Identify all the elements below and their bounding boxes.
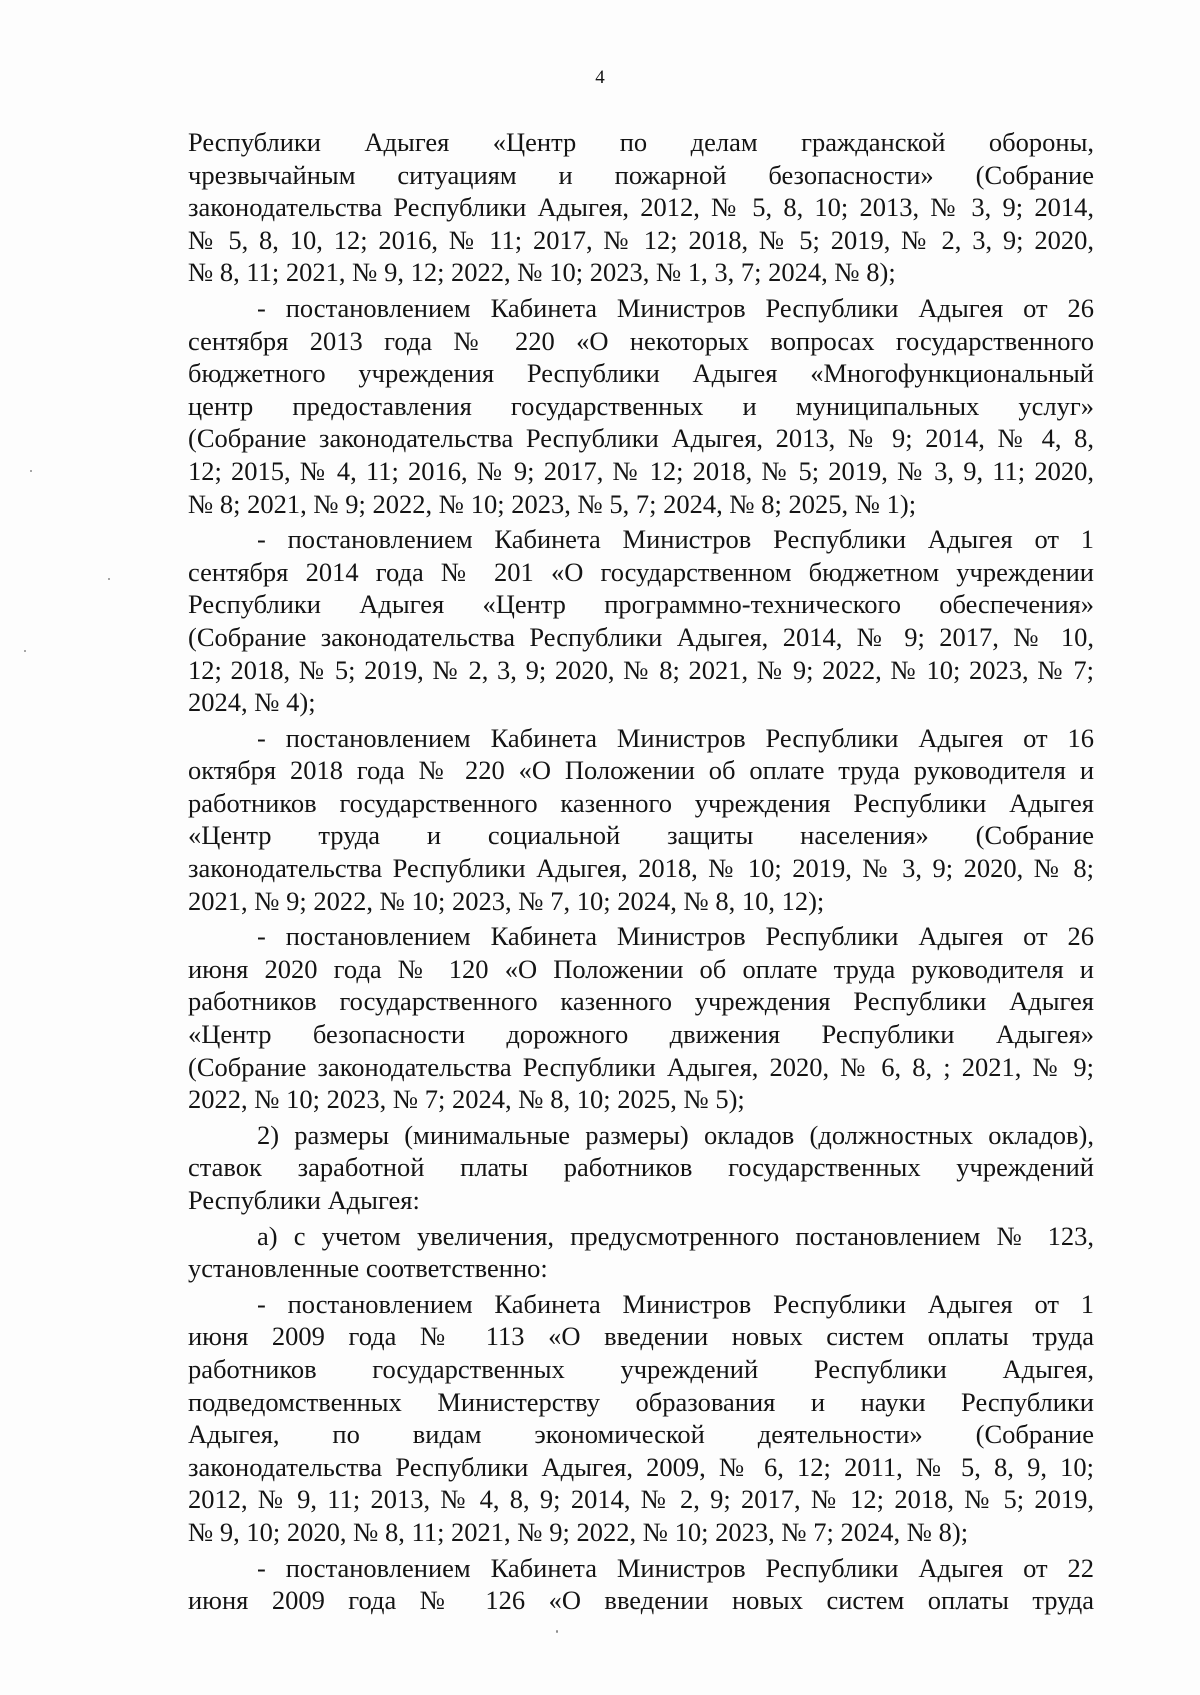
text-line: 12; 2015, № 4, 11; 2016, № 9; 2017, № 12; 2018, № 5; 2019, № 3, 9, 11; 2020, (188, 455, 1094, 486)
document-body (188, 126, 1094, 1617)
text-line: № 5, 8, 10, 12; 2016, № 11; 2017, № 12; 2018, № 5; 2019, № 2, 3, 9; 2020, (188, 224, 1094, 255)
text-line: «Центр труда и социальной защиты населения» (Собрание (188, 820, 1094, 851)
text-line: - постановлением Кабинета Министров Республики Адыгея от 26 (257, 921, 1094, 952)
text-line: - постановлением Кабинета Министров Республики Адыгея от 26 (257, 292, 1094, 323)
scan-speck (108, 578, 110, 580)
text-line: ставок заработной платы работников государственных учреждений (188, 1152, 1094, 1183)
text-line: 2012, № 9, 11; 2013, № 4, 8, 9; 2014, № 2, 9; 2017, № 12; 2018, № 5; 2019, (188, 1484, 1094, 1515)
scan-speck (24, 650, 26, 652)
text-line: октября 2018 года № 220 «О Положении об оплате труда руководителя и (188, 755, 1094, 786)
text-line: установленные соответственно: (188, 1253, 548, 1284)
text-line: июня 2020 года № 120 «О Положении об оплате труда руководителя и (188, 953, 1094, 984)
paragraph (188, 126, 1094, 289)
text-line: бюджетного учреждения Республики Адыгея «Многофункциональный (188, 358, 1094, 389)
text-line: 2021, № 9; 2022, № 10; 2023, № 7, 10; 2024, № 8, 10, 12); (188, 885, 825, 916)
text-line: 2) размеры (минимальные размеры) окладов (должностных окладов), (257, 1119, 1094, 1150)
scan-speck (30, 470, 32, 472)
text-line: Республики Адыгея: (188, 1185, 420, 1215)
text-line: № 9, 10; 2020, № 8, 11; 2021, № 9; 2022, № 10; 2023, № 7; 2024, № 8); (188, 1516, 969, 1547)
text-line: 12; 2018, № 5; 2019, № 2, 3, 9; 2020, № 8; 2021, № 9; 2022, № 10; 2023, № 7; (188, 654, 1094, 685)
text-line: - постановлением Кабинета Министров Республики Адыгея от 22 (257, 1552, 1094, 1583)
text-line: (Собрание законодательства Республики Адыгея, 2013, № 9; 2014, № 4, 8, (188, 423, 1094, 454)
paragraph (188, 1288, 1094, 1549)
paragraph (188, 292, 1094, 520)
text-line: № 8, 11; 2021, № 9, 12; 2022, № 10; 2023, № 1, 3, 7; 2024, № 8); (188, 257, 896, 288)
text-line: законодательства Республики Адыгея, 2012, № 5, 8, 10; 2013, № 3, 9; 2014, (188, 192, 1094, 223)
text-line: - постановлением Кабинета Министров Республики Адыгея от 16 (257, 722, 1094, 753)
text-line: июня 2009 года № 113 «О введении новых систем оплаты труда (188, 1321, 1094, 1352)
paragraph (188, 1220, 1094, 1285)
text-line: Республики Адыгея «Центр программно-технического обеспечения» (188, 589, 1094, 620)
text-line: (Собрание законодательства Республики Адыгея, 2020, № 6, 8, ; 2021, № 9; (188, 1051, 1094, 1082)
text-line: сентября 2013 года № 220 «О некоторых вопросах государственного (188, 325, 1094, 356)
text-line: работников государственного казенного учреждения Республики Адыгея (188, 787, 1094, 818)
text-line: законодательства Республики Адыгея, 2009, № 6, 12; 2011, № 5, 8, 9, 10; (188, 1451, 1094, 1482)
page-number: 4 (595, 67, 605, 88)
text-line: чрезвычайным ситуациям и пожарной безопасности» (Собрание (188, 159, 1094, 190)
text-line: Адыгея, по видам экономической деятельности» (Собрание (188, 1419, 1094, 1450)
text-line: законодательства Республики Адыгея, 2018, № 10; 2019, № 3, 9; 2020, № 8; (188, 853, 1094, 884)
text-line: - постановлением Кабинета Министров Республики Адыгея от 1 (257, 524, 1094, 555)
paragraph (188, 722, 1094, 918)
text-line: центр предоставления государственных и муниципальных услуг» (188, 390, 1094, 421)
paragraph (188, 1552, 1094, 1617)
text-line: сентября 2014 года № 201 «О государственном бюджетном учреждении (188, 556, 1094, 587)
text-line: «Центр безопасности дорожного движения Республики Адыгея» (188, 1019, 1094, 1050)
paragraph (188, 1119, 1094, 1217)
paragraph (188, 920, 1094, 1116)
text-line: - постановлением Кабинета Министров Республики Адыгея от 1 (257, 1288, 1094, 1319)
text-line: № 8; 2021, № 9; 2022, № 10; 2023, № 5, 7; 2024, № 8; 2025, № 1); (188, 488, 917, 519)
text-line: 2024, № 4); (188, 687, 316, 718)
paragraph (188, 523, 1094, 719)
text-line: работников государственных учреждений Республики Адыгея, (188, 1353, 1094, 1384)
text-line: Республики Адыгея «Центр по делам гражданской обороны, (188, 127, 1094, 157)
text-line: работников государственного казенного учреждения Республики Адыгея (188, 986, 1094, 1017)
text-line: (Собрание законодательства Республики Адыгея, 2014, № 9; 2017, № 10, (188, 621, 1094, 652)
text-line: 2022, № 10; 2023, № 7; 2024, № 8, 10; 2025, № 5); (188, 1084, 745, 1115)
scan-speck (556, 1630, 558, 1633)
text-line: а) с учетом увеличения, предусмотренного постановлением № 123, (257, 1220, 1094, 1251)
text-line: июня 2009 года № 126 «О введении новых систем оплаты труда (188, 1585, 1094, 1616)
text-line: подведомственных Министерству образования и науки Республики (188, 1386, 1094, 1417)
